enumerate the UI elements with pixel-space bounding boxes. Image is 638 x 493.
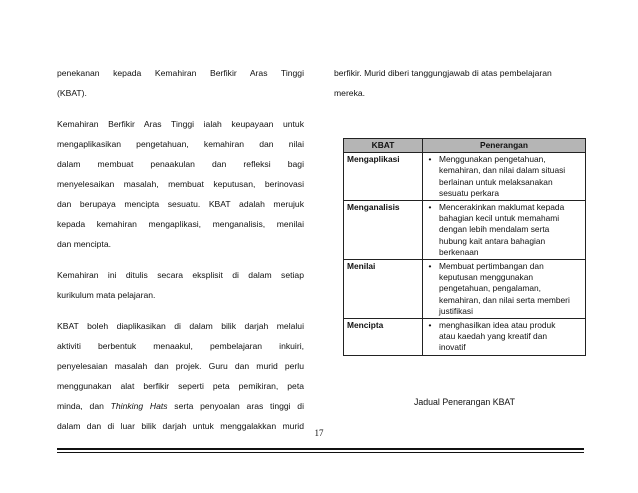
paragraph-1 bbox=[57, 63, 304, 103]
table-row bbox=[344, 260, 586, 319]
description-line: justifikasi bbox=[439, 305, 473, 316]
text-line: mereka. bbox=[334, 88, 366, 98]
table-header-row bbox=[344, 139, 586, 153]
text-line: kurikulum mata pelajaran. bbox=[57, 290, 156, 300]
row-description bbox=[437, 319, 586, 356]
paragraph-2 bbox=[57, 114, 304, 254]
row-term: Mencipta bbox=[344, 319, 423, 356]
kbat-table bbox=[343, 138, 586, 356]
text-line: KBAT boleh diaplikasikan di dalam bilik darjah melalui bbox=[57, 321, 304, 331]
left-text-column bbox=[57, 63, 304, 436]
table-row bbox=[344, 319, 586, 356]
description-line: Mencerakinkan maklumat kepada bbox=[439, 202, 565, 213]
table-row bbox=[344, 153, 586, 201]
bullet-icon: • bbox=[423, 319, 438, 356]
text-line bbox=[57, 396, 304, 416]
page-number: 17 bbox=[314, 428, 324, 438]
bullet-icon: • bbox=[423, 260, 438, 319]
bullet-icon: • bbox=[423, 153, 438, 201]
bullet-icon: • bbox=[423, 201, 438, 260]
row-description bbox=[437, 260, 586, 319]
row-description bbox=[437, 201, 586, 260]
description-line: sesuatu perkara bbox=[439, 187, 500, 198]
text-line: penekanan kepada Kemahiran Berfikir Aras Tinggi bbox=[57, 68, 304, 78]
right-text-column bbox=[334, 63, 584, 103]
text-line: dan berupaya mencipta sesuatu. KBAT adalah merujuk bbox=[57, 199, 304, 209]
table-row bbox=[344, 201, 586, 260]
description-line: kemahiran, dan nilai serta memberi bbox=[439, 294, 570, 305]
text-line: menggunakan alat berfikir seperti peta pemikiran, peta bbox=[57, 381, 304, 391]
description-line: Menggunakan pengetahuan, bbox=[439, 154, 546, 165]
description-line: keputusan menggunakan bbox=[439, 272, 534, 283]
text-line: dalam membuat penaakulan dan refleksi bagi bbox=[57, 159, 304, 169]
text-line: penyelesaian masalah dan projek. Guru dan murid perlu bbox=[57, 361, 304, 371]
row-term: Menilai bbox=[344, 260, 423, 319]
row-term: Menganalisis bbox=[344, 201, 423, 260]
row-description bbox=[437, 153, 586, 201]
header-kbat: KBAT bbox=[344, 139, 423, 153]
description-line: kemahiran, dan nilai dalam situasi bbox=[439, 165, 566, 176]
italic-term: Thinking Hats bbox=[110, 401, 168, 411]
description-line: Membuat pertimbangan dan bbox=[439, 261, 544, 272]
text-line: (KBAT). bbox=[57, 88, 87, 98]
text-line: kepada kemahiran mengaplikasi, menganalisis, menilai bbox=[57, 219, 304, 229]
description-line: inovatif bbox=[439, 342, 466, 353]
text-line: Kemahiran Berfikir Aras Tinggi ialah keupayaan untuk bbox=[57, 119, 304, 129]
text-line: dan mencipta. bbox=[57, 239, 111, 249]
description-line: dengan lebih mendalam serta bbox=[439, 224, 550, 235]
text-line: aktiviti berbentuk menaakul, pembelajaran inkuiri, bbox=[57, 341, 304, 351]
description-line: hubung kait antara bahagian bbox=[439, 235, 546, 246]
description-line: berkenaan bbox=[439, 246, 479, 257]
row-term: Mengaplikasi bbox=[344, 153, 423, 201]
text-segment: minda, dan bbox=[57, 401, 111, 411]
text-line: Kemahiran ini ditulis secara eksplisit di dalam setiap bbox=[57, 270, 304, 280]
text-line: dalam dan di luar bilik darjah untuk menggalakkan murid bbox=[57, 421, 304, 431]
description-line: berlainan untuk melaksanakan bbox=[439, 176, 553, 187]
text-line: mengaplikasikan pengetahuan, kemahiran dan nilai bbox=[57, 139, 304, 149]
paragraph-3 bbox=[57, 265, 304, 305]
description-line: bahagian kecil untuk memahami bbox=[439, 213, 560, 224]
description-line: pengetahuan, pengalaman, bbox=[439, 283, 541, 294]
description-line: menghasilkan idea atau produk bbox=[439, 320, 556, 331]
text-segment: serta penyoalan aras tinggi di bbox=[167, 401, 304, 411]
paragraph-continued bbox=[334, 63, 584, 103]
table-caption: Jadual Penerangan KBAT bbox=[413, 397, 516, 407]
footer-rule bbox=[57, 452, 584, 453]
footer-rule bbox=[57, 448, 584, 450]
paragraph-4 bbox=[57, 316, 304, 436]
text-line: menyelesaikan masalah, membuat keputusan, berinovasi bbox=[57, 179, 304, 189]
description-line: atau kaedah yang kreatif dan bbox=[439, 331, 548, 342]
header-penerangan: Penerangan bbox=[423, 139, 586, 153]
text-line: berfikir. Murid diberi tanggungjawab di atas pembelajaran bbox=[334, 68, 552, 78]
